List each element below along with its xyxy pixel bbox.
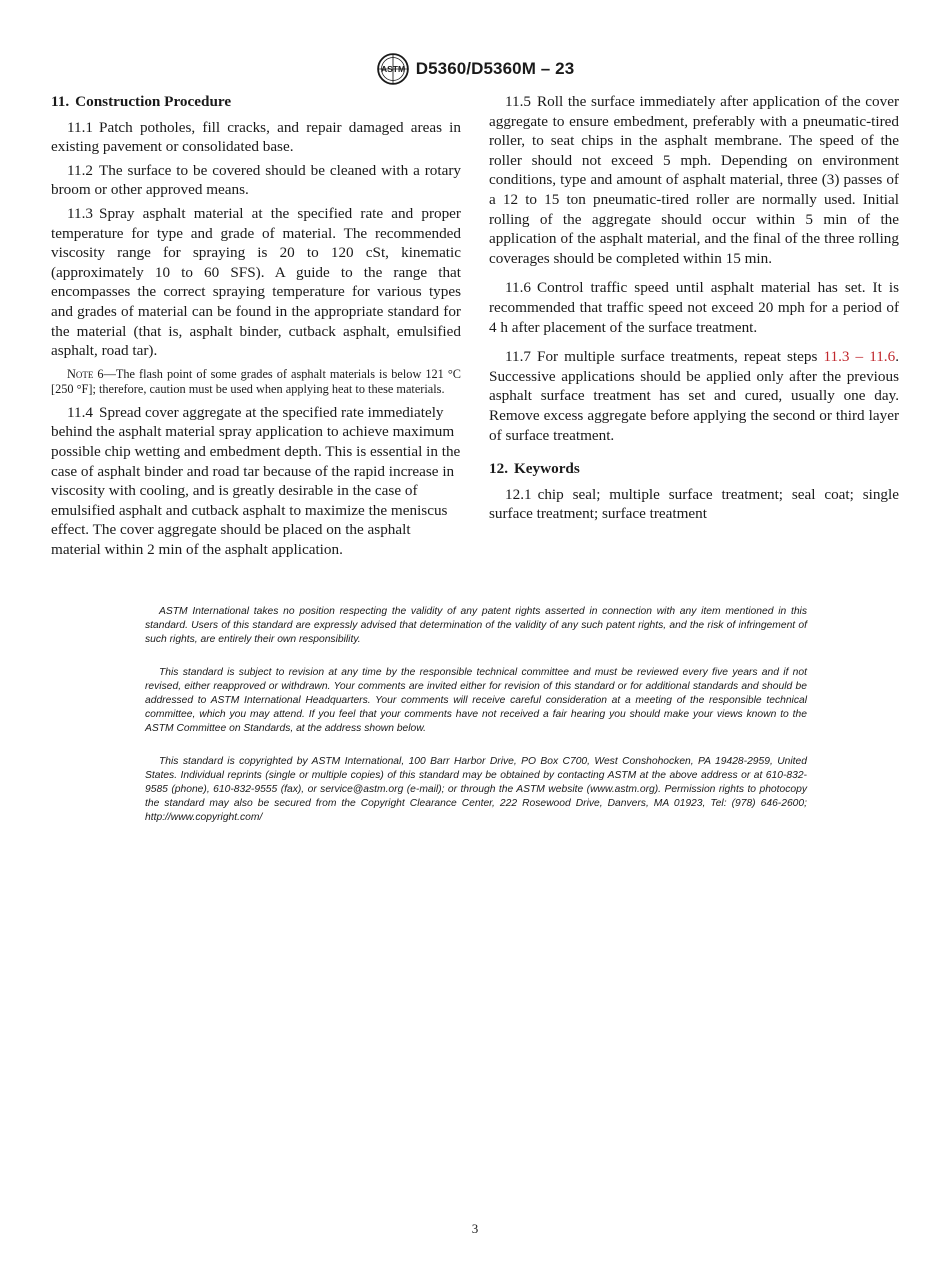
paragraph-11-5: 11.5 Roll the surface immediately after application of the cover aggregate to ensure embedment, preferably with a pneumatic-tired roller, to seat chips in the asphalt membrane. The speed of the roller should not exceed 5 mph. Depending on environment conditions, type and amount of asphalt material, three (3) passes of a 12 to 15 ton pneumatic-tired roller are normally used. Initial rolling of the aggregate should occur within 5 min of the application of the asphalt material, and the final of the three rolling coverages should be completed within 15 min. [489,93,899,267]
section-11-heading: 11. Construction Procedure [51,93,232,110]
page-header [0,52,950,91]
svg-text:ASTM: ASTM [380,63,405,74]
note-6: Note 6—The flash point of some grades of asphalt materials is below 121 °C [250 °F]; therefore, caution must be used when applying heat to these materials. [51,366,461,396]
astm-logo-icon [376,52,410,86]
patent-notice: ASTM International takes no position respecting the validity of any patent rights asserted in connection with any item mentioned in this standard. Users of this standard are expressly advised that determination of the validity of any such patent rights, and the risk of infringement of such rights, are entirely their own responsibility. [145,606,807,645]
paragraph-11-7: 11.7 For multiple surface treatments, repeat steps 11.3 – 11.6. Successive applications should be applied only after the previous asphalt surface treatment has set and cured, usually one day. Remove excess aggregate before applying the second or third layer of surface treatment. [489,348,899,444]
section-12-heading: 12. Keywords [489,460,580,478]
right-column [489,92,899,528]
standard-designation: D5360/D5360M – 23 [415,59,575,78]
xref-11-3-link[interactable]: 11.3 [823,348,850,366]
xref-11-6-link[interactable]: 11.6 [869,348,896,366]
paragraph-11-6: 11.6 Control traffic speed until asphalt material has set. It is recommended that traffic speed not exceed 20 mph for a period of 4 h after placement of the surface treatment. [489,279,899,336]
copyright-notice: This standard is copyrighted by ASTM International, 100 Barr Harbor Drive, PO Box C700, West Conshohocken, PA 19428-2959, United States. Individual reprints (single or multiple copies) of this standard may be obtained by contacting ASTM at the above address or at 610-832-9585 (phone), 610-832-9555 (fax), or service@astm.org (e-mail); or through the ASTM website (www.astm.org). Permission rights to photocopy the standard may also be secured from the Copyright Clearance Center, 222 Rosewood Drive, Danvers, MA 01923, Tel: (978) 646-2600; http://www.copyright.com/ [145,756,807,823]
revision-notice: This standard is subject to revision at any time by the responsible technical committee and must be reviewed every five years and if not revised, either reapproved or withdrawn. Your comments are invited either for revision of this standard or for additional standards and should be addressed to ASTM International Headquarters. Your comments will receive careful consideration at a meeting of the responsible technical committee, which you may attend. If you feel that your comments have not received a fair hearing you should make your views known to the ASTM Committee on Standards, at the address shown below. [145,667,807,734]
left-column [51,92,461,563]
paragraph-11-2: 11.2 The surface to be covered should be cleaned with a rotary broom or other approved means. [51,161,461,199]
paragraph-11-1: 11.1 Patch potholes, fill cracks, and repair damaged areas in existing pavement or consolidated base. [51,118,461,156]
page-number: 3 [471,1221,479,1236]
paragraph-11-4: 11.4 Spread cover aggregate at the specified rate immediately behind the asphalt material spray application to achieve maximum possible chip wetting and embedment depth. This is essential in the case of asphalt binder and road tar because of the rapid increase in viscosity with cooling, and is greatly desirable in the case of emulsified asphalt and cutback asphalt to maximize the meniscus effect. The cover aggregate should be placed on the asphalt material within 2 min of the asphalt application. [51,403,461,558]
paragraph-12-1: 12.1 chip seal; multiple surface treatment; seal coat; single surface treatment; surface treatment [489,485,899,523]
paragraph-11-3: 11.3 Spray asphalt material at the specified rate and proper temperature for type and grade of material. The recommended viscosity range for spraying is 20 to 120 cSt, kinematic (approximately 10 to 60 SFS). A guide to the range that encompasses the correct spraying temperature for various types and grades of material can be found in the appropriate standard for the material (that is, asphalt binder, cutback asphalt, emulsified asphalt, road tar). [51,204,461,360]
